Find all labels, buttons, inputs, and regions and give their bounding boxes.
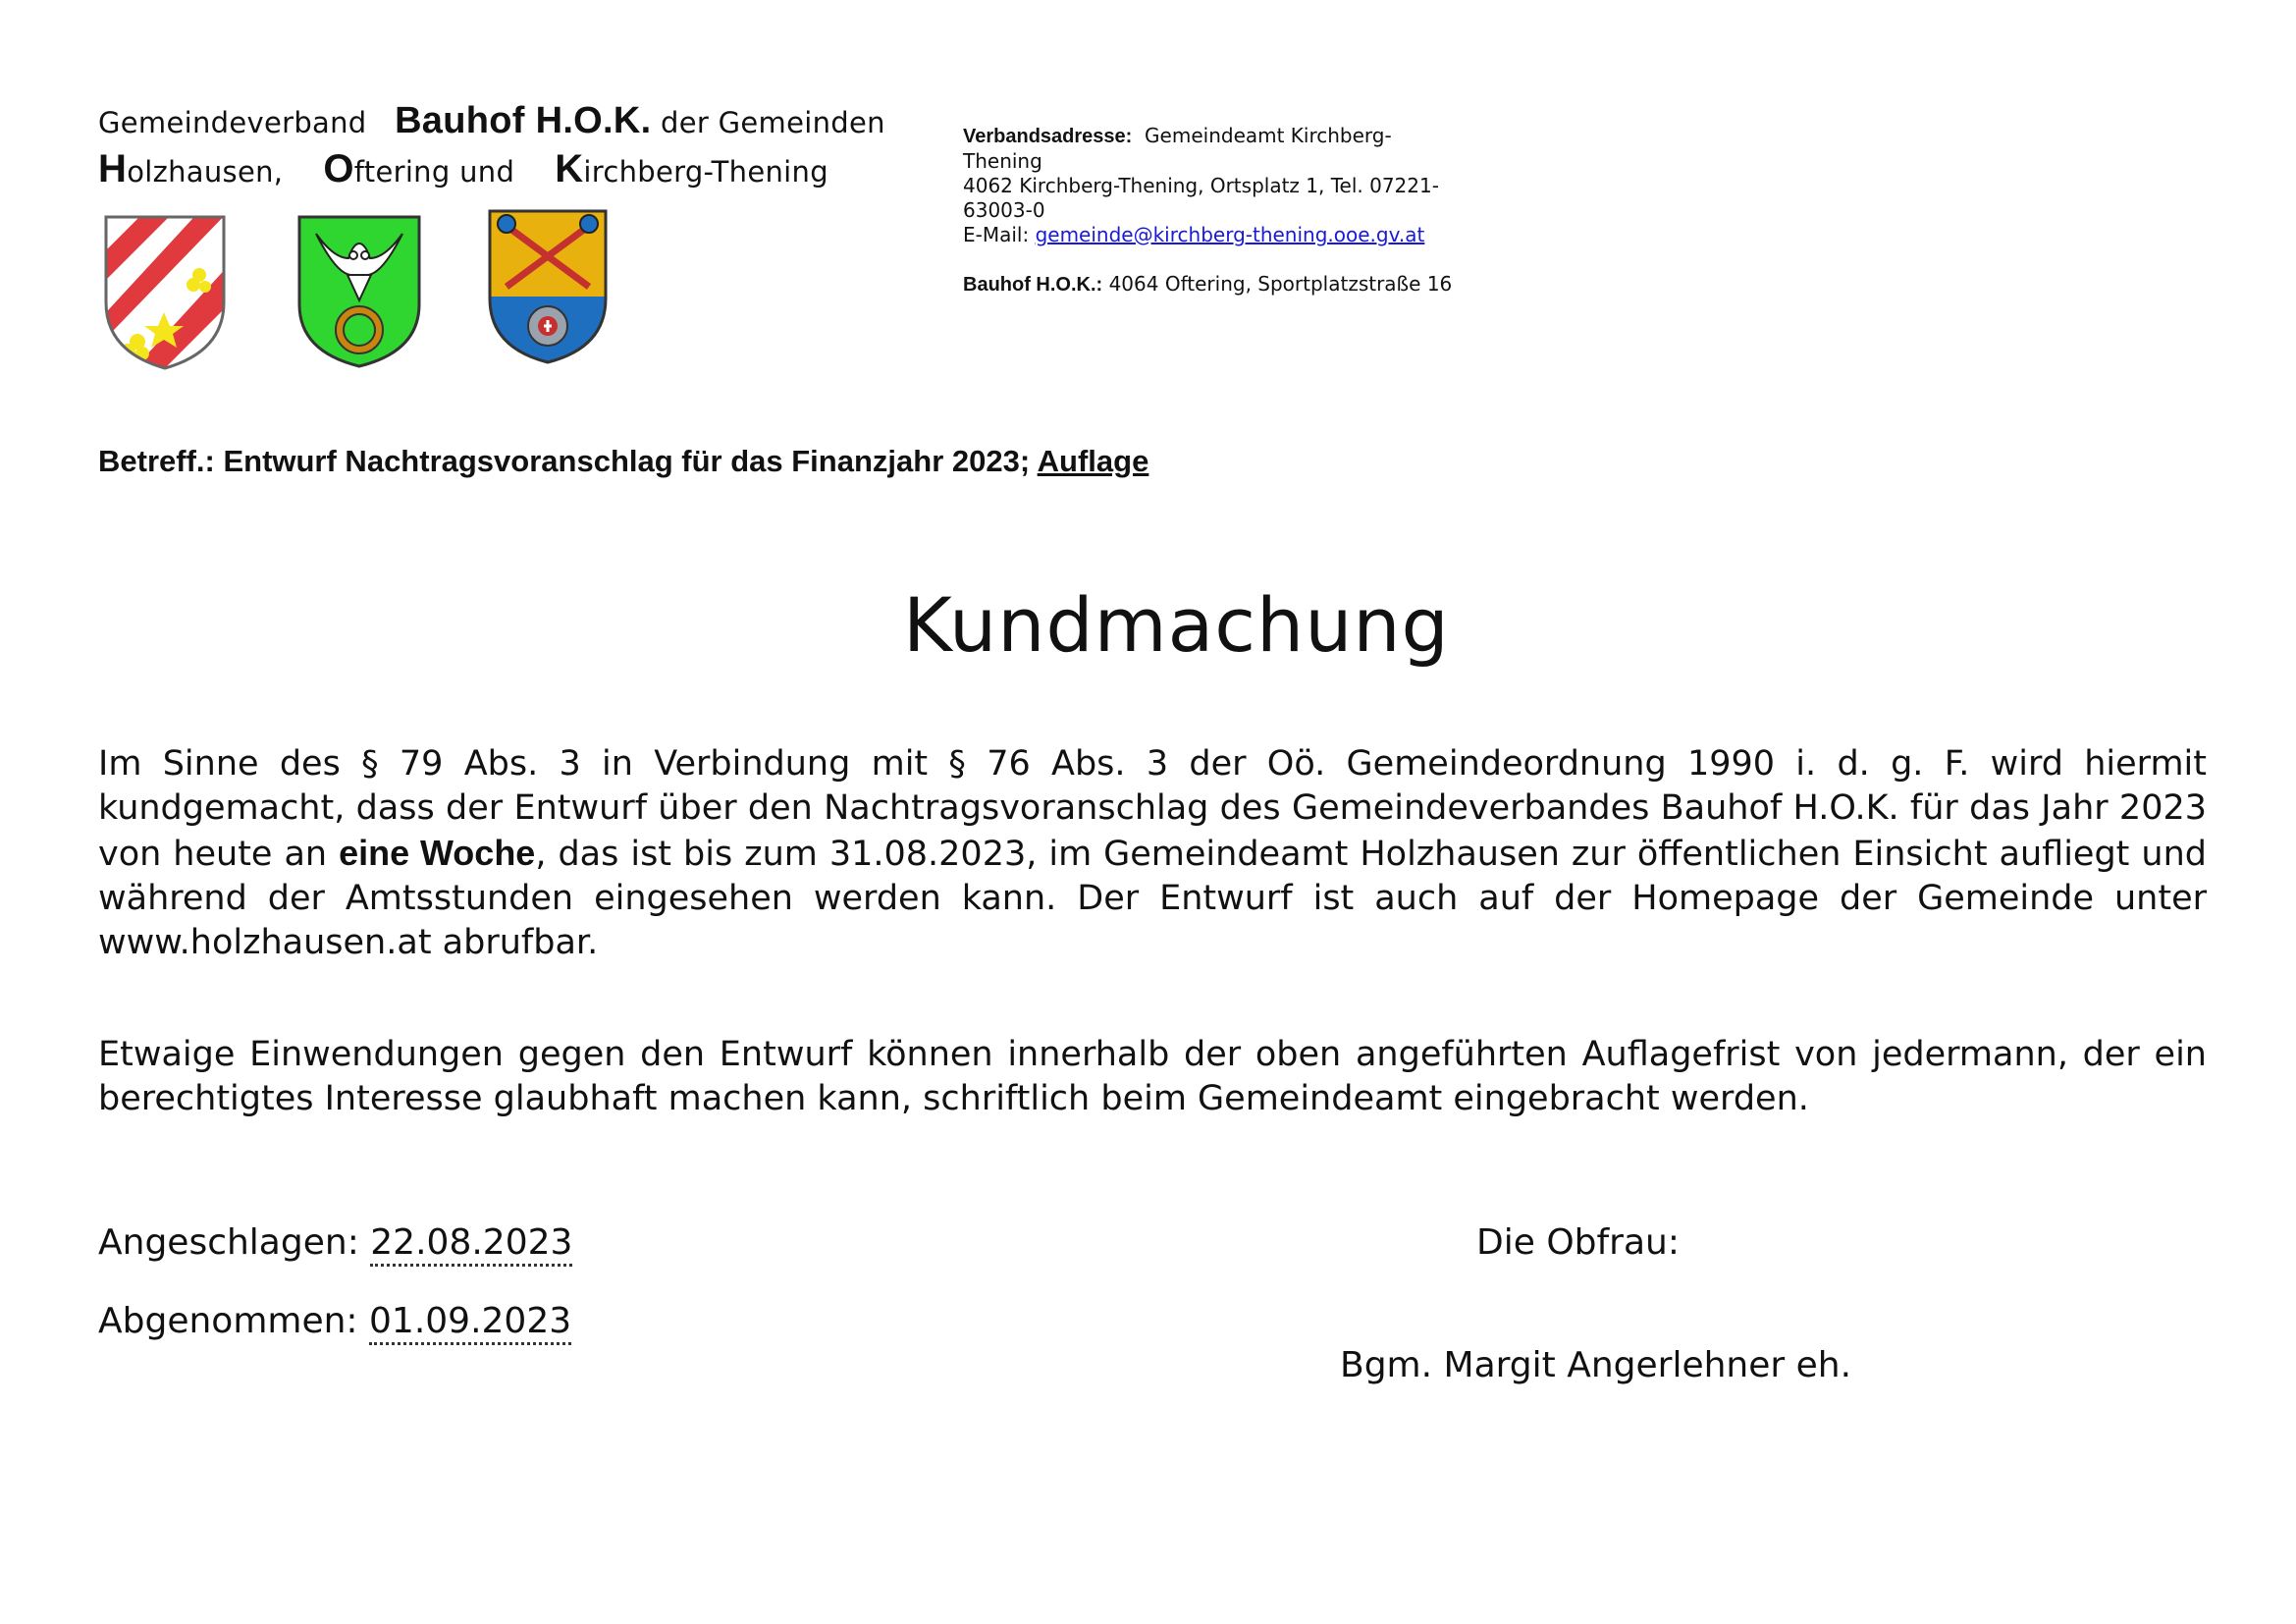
header-line-2	[98, 147, 828, 191]
removed-line	[98, 1301, 571, 1341]
announcement-paragraph	[98, 742, 2207, 965]
subject-text: Betreff.: Entwurf Nachtragsvoranschlag für das Finanzjahr 2023;	[98, 444, 1031, 478]
email-label: E-Mail:	[963, 223, 1030, 246]
posted-date: 22.08.2023	[370, 1222, 572, 1267]
municipality-holzhausen: Holzhausen,	[98, 147, 284, 190]
municipality-oftering: Oftering und	[323, 147, 515, 190]
address-label: Verbandsadresse:	[963, 126, 1133, 147]
header-prefix: Gemeindeverband	[98, 106, 367, 139]
oftering-coat-of-arms-icon	[296, 214, 422, 369]
removed-date: 01.09.2023	[369, 1301, 571, 1345]
subject-line	[98, 444, 1148, 479]
header-line-1	[98, 100, 885, 142]
holzhausen-coat-of-arms-icon	[103, 214, 227, 371]
paragraph1-part1: Im Sinne des § 79 Abs. 3 in Verbindung mit § 76 Abs. 3 der Oö. Gemeindeordnung 1990 i. d. g. F. wird hiermit kundgemacht, dass der Entwurf über den Nachtragsvoranschlag des Gemeindeverbandes Bauhof H.O.K. für das Jahr 2023 von heute an	[98, 744, 2207, 874]
subject-underlined: Auflage	[1037, 444, 1149, 478]
email-link[interactable]: gemeinde@kirchberg-thening.ooe.gv.at	[1035, 223, 1425, 246]
address-name: Gemeindeamt Kirchberg-Thening	[963, 124, 1392, 173]
posted-line	[98, 1222, 572, 1263]
bauhof-address: 4064 Oftering, Sportplatzstraße 16	[1108, 272, 1453, 296]
municipality-kirchberg: Kirchberg-Thening	[555, 147, 828, 190]
paragraph1-part2: , das ist bis zum 31.08.2023, im Gemeindeamt Holzhausen zur öffentlichen Einsicht aufliegt und während der Amtsstunden eingesehen werden kann. Der Entwurf ist auch auf der Homepage der Gemeinde unter www.holzhausen.at abrufbar.	[98, 835, 2207, 962]
header-org-name: Bauhof H.O.K.	[395, 100, 652, 141]
signer-role: Die Obfrau:	[1476, 1222, 1680, 1263]
paragraph1-bold: eine Woche	[339, 833, 536, 873]
kirchberg-thening-coat-of-arms-icon	[487, 208, 609, 365]
objection-paragraph: Etwaige Einwendungen gegen den Entwurf können innerhalb der oben angeführten Auflagefrist von jedermann, der ein berechtigtes Interesse glaubhaft machen kann, schriftlich beim Gemeindeamt eingebracht werden.	[98, 1035, 2207, 1118]
removed-label: Abgenommen:	[98, 1301, 358, 1341]
header-suffix: der Gemeinden	[661, 106, 885, 139]
address-street: 4062 Kirchberg-Thening, Ortsplatz 1, Tel. 07221-63003-0	[963, 174, 1439, 222]
page-title: Kundmachung	[903, 581, 1450, 669]
signer-name: Bgm. Margit Angerlehner eh.	[1340, 1345, 1852, 1385]
association-address	[963, 124, 1464, 298]
posted-label: Angeschlagen:	[98, 1222, 359, 1263]
bauhof-label: Bauhof H.O.K.:	[963, 274, 1103, 296]
